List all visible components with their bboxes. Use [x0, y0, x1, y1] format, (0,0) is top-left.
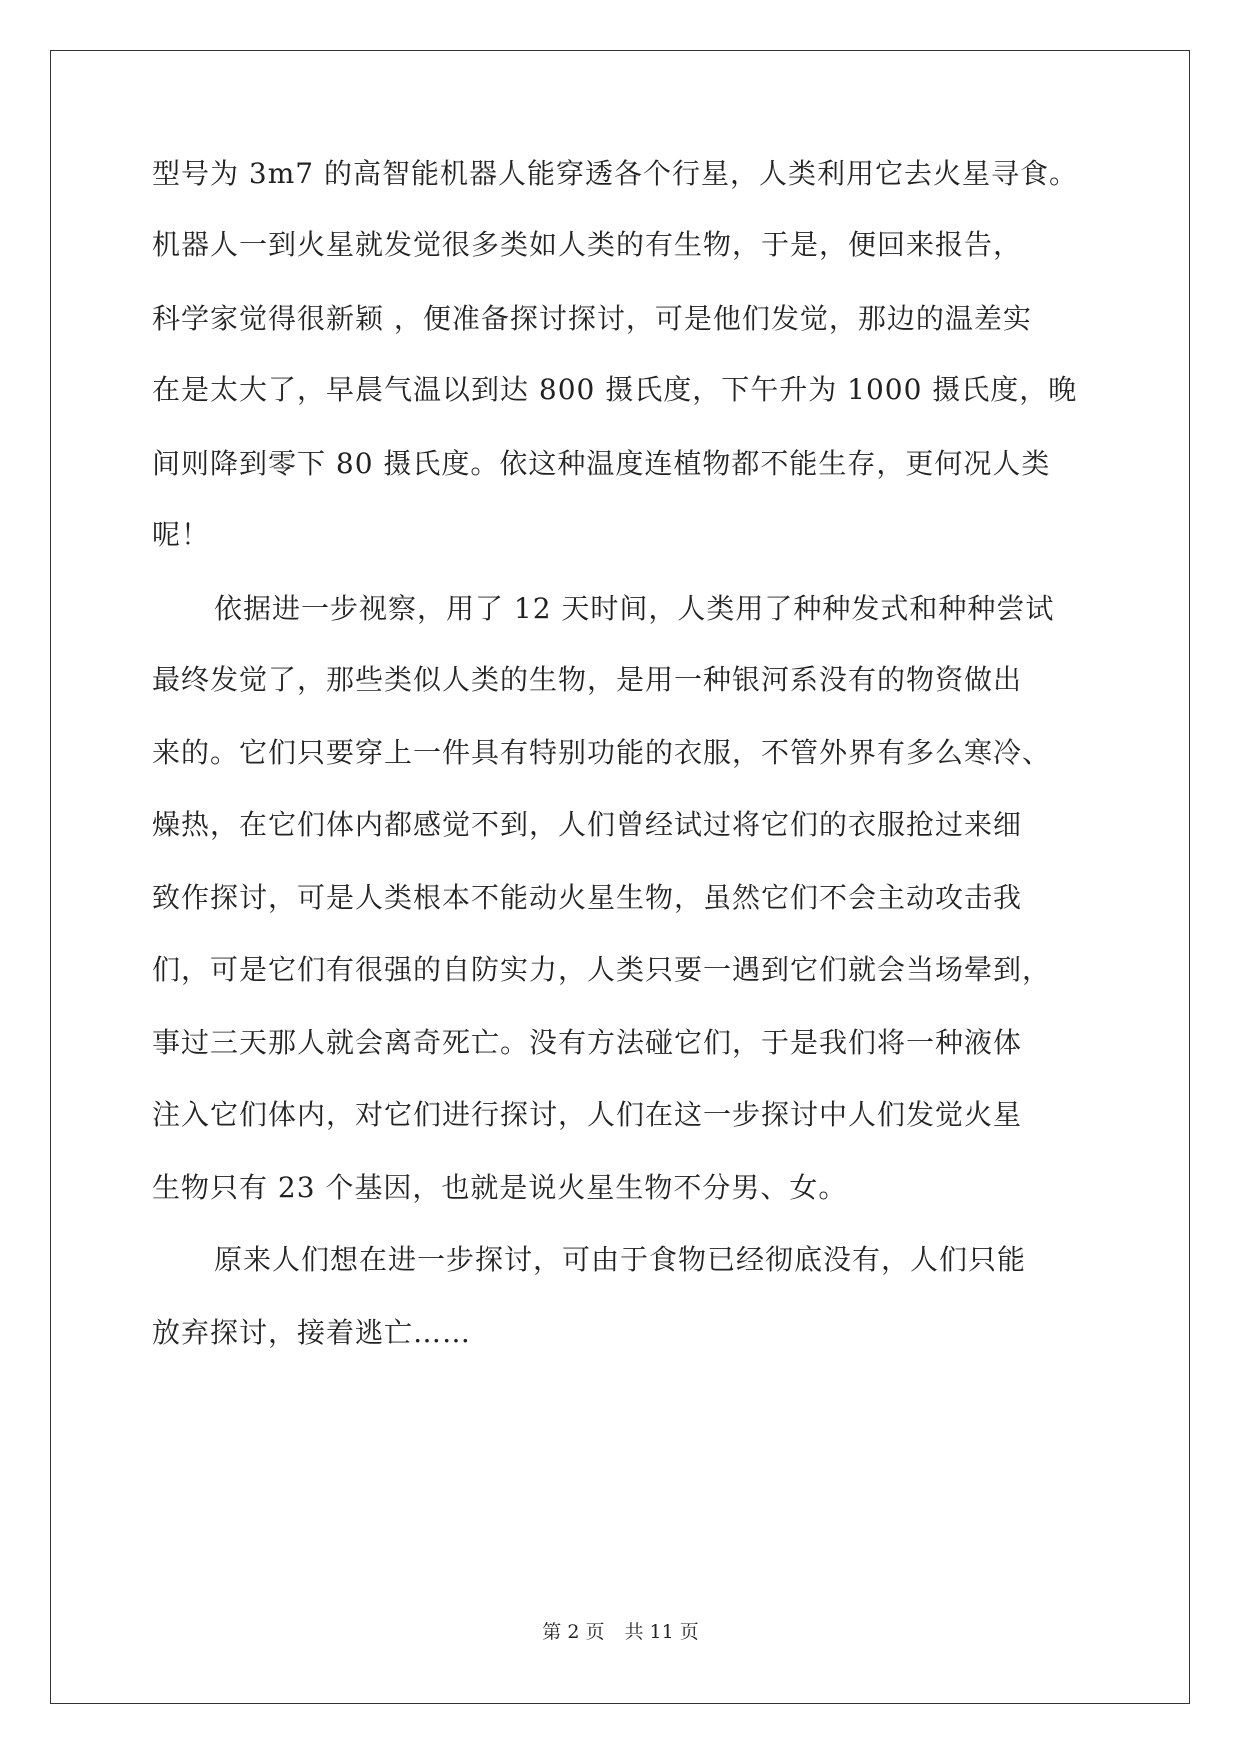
text-line: 放弃探讨，接着逃亡…… — [152, 1316, 472, 1349]
page-number-current: 第 2 页 — [542, 1621, 605, 1643]
text-line: 型号为 3m7 的高智能机器人能穿透各个行星，人类利用它去火星寻食。 — [152, 157, 1078, 190]
text-line: 事过三天那人就会离奇死亡。没有方法碰它们，于是我们将一种液体 — [152, 1026, 1023, 1059]
paragraph-start-line: 原来人们想在进一步探讨，可由于食物已经彻底没有，人们只能 — [214, 1243, 1027, 1276]
text-line: 注入它们体内，对它们进行探讨，人们在这一步探讨中人们发觉火星 — [152, 1098, 1023, 1131]
page-border — [50, 50, 1190, 1704]
text-line: 最终发觉了，那些类似人类的生物，是用一种银河系没有的物资做出 — [152, 663, 1023, 696]
text-line: 在是太大了，早晨气温以到达 800 摄氏度，下午升为 1000 摄氏度，晚 — [152, 373, 1078, 406]
text-line: 呢！ — [152, 518, 211, 551]
text-line: 燥热，在它们体内都感觉不到，人们曾经试过将它们的衣服抢过来细 — [152, 808, 1023, 841]
text-line: 来的。它们只要穿上一件具有特别功能的衣服，不管外界有多么寒冷、 — [152, 736, 1052, 769]
text-line: 科学家觉得很新颖 ，便准备探讨探讨，可是他们发觉，那边的温差实 — [152, 302, 1032, 335]
page-number-total: 共 11 页 — [624, 1621, 699, 1643]
text-line: 致作探讨，可是人类根本不能动火星生物，虽然它们不会主动攻击我 — [152, 881, 1023, 914]
page-footer — [0, 1620, 1241, 1644]
text-line: 生物只有 23 个基因，也就是说火星生物不分男、女。 — [152, 1171, 848, 1204]
text-line: 间则降到零下 80 摄氏度。依这种温度连植物都不能生存，更何况人类 — [152, 447, 1051, 480]
text-line: 们，可是它们有很强的自防实力，人类只要一遇到它们就会当场晕到， — [152, 953, 1052, 986]
paragraph-start-line: 依据进一步视察，用了 12 天时间，人类用了种种发式和种种尝试 — [214, 592, 1055, 625]
text-line: 机器人一到火星就发觉很多类如人类的有生物，于是，便回来报告， — [152, 228, 1023, 261]
